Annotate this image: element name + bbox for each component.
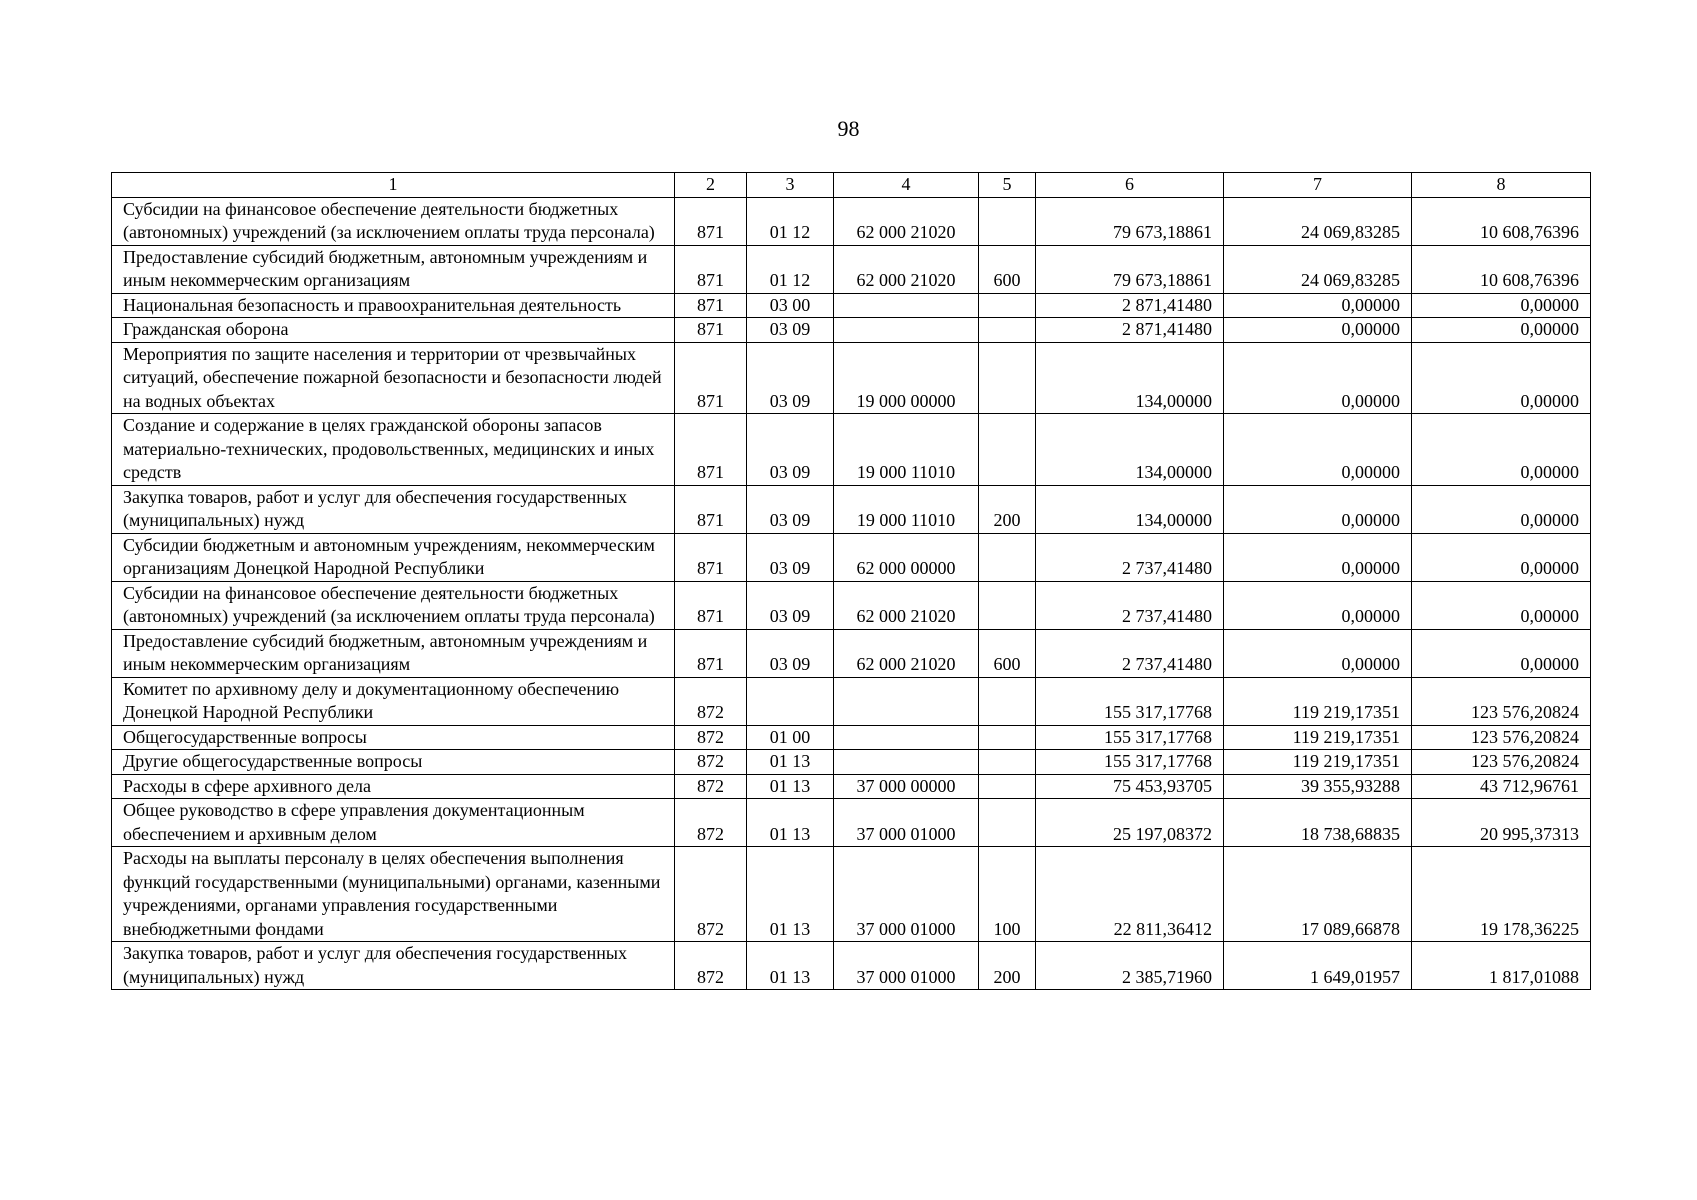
row-name-cell: Другие общегосударственные вопросы [112, 750, 675, 775]
row-name-cell: Общее руководство в сфере управления документационным обеспечением и архивным делом [112, 799, 675, 847]
row-section-cell: 03 09 [747, 318, 834, 343]
row-value-col8-cell: 19 178,36225 [1412, 847, 1591, 942]
table-row [112, 942, 1591, 990]
table-row [112, 725, 1591, 750]
row-article-cell: 62 000 21020 [834, 629, 979, 677]
row-article-cell [834, 725, 979, 750]
row-value-col8-cell: 0,00000 [1412, 629, 1591, 677]
row-value-col7-cell: 119 219,17351 [1224, 677, 1412, 725]
header-cell-7: 7 [1224, 173, 1412, 198]
row-code-cell: 871 [675, 197, 747, 245]
row-value-col6-cell: 155 317,17768 [1036, 750, 1224, 775]
table-header-row [112, 173, 1591, 198]
row-section-cell: 03 09 [747, 629, 834, 677]
row-value-col6-cell: 2 385,71960 [1036, 942, 1224, 990]
row-name-cell: Закупка товаров, работ и услуг для обеспечения государственных (муниципальных) нужд [112, 942, 675, 990]
row-type-cell: 100 [979, 847, 1036, 942]
row-type-cell [979, 799, 1036, 847]
row-type-cell [979, 725, 1036, 750]
row-article-cell: 19 000 00000 [834, 342, 979, 414]
row-code-cell: 871 [675, 245, 747, 293]
row-section-cell: 03 09 [747, 533, 834, 581]
row-code-cell: 871 [675, 533, 747, 581]
row-value-col6-cell: 25 197,08372 [1036, 799, 1224, 847]
row-value-col6-cell: 2 737,41480 [1036, 629, 1224, 677]
row-value-col8-cell: 20 995,37313 [1412, 799, 1591, 847]
row-code-cell: 871 [675, 293, 747, 318]
row-value-col8-cell: 43 712,96761 [1412, 774, 1591, 799]
row-section-cell: 01 12 [747, 197, 834, 245]
row-type-cell: 600 [979, 629, 1036, 677]
row-value-col6-cell: 2 871,41480 [1036, 318, 1224, 343]
table-row [112, 677, 1591, 725]
row-name-cell: Создание и содержание в целях гражданской обороны запасов материально-технических, продовольственных, медицинских и иных средств [112, 414, 675, 486]
row-value-col8-cell: 0,00000 [1412, 581, 1591, 629]
row-article-cell: 37 000 01000 [834, 847, 979, 942]
row-value-col6-cell: 134,00000 [1036, 414, 1224, 486]
row-article-cell [834, 318, 979, 343]
row-code-cell: 872 [675, 774, 747, 799]
row-name-cell: Гражданская оборона [112, 318, 675, 343]
row-name-cell: Предоставление субсидий бюджетным, автономным учреждениям и иным некоммерческим организациям [112, 245, 675, 293]
row-code-cell: 871 [675, 629, 747, 677]
header-cell-6: 6 [1036, 173, 1224, 198]
row-type-cell [979, 318, 1036, 343]
row-name-cell: Расходы на выплаты персоналу в целях обеспечения выполнения функций государственными (муниципальными) органами, казенными учреждениями, органами управления государственными внебюджетными фондами [112, 847, 675, 942]
header-cell-1: 1 [112, 173, 675, 198]
header-cell-8: 8 [1412, 173, 1591, 198]
page-number: 98 [837, 116, 860, 141]
row-name-cell: Расходы в сфере архивного дела [112, 774, 675, 799]
row-type-cell [979, 342, 1036, 414]
row-value-col8-cell: 123 576,20824 [1412, 750, 1591, 775]
row-article-cell: 19 000 11010 [834, 414, 979, 486]
row-type-cell [979, 750, 1036, 775]
row-article-cell: 62 000 21020 [834, 245, 979, 293]
row-name-cell: Закупка товаров, работ и услуг для обеспечения государственных (муниципальных) нужд [112, 485, 675, 533]
row-section-cell: 01 13 [747, 847, 834, 942]
row-section-cell: 03 09 [747, 414, 834, 486]
header-cell-5: 5 [979, 173, 1036, 198]
row-value-col7-cell: 0,00000 [1224, 485, 1412, 533]
row-article-cell: 62 000 00000 [834, 533, 979, 581]
row-section-cell: 03 00 [747, 293, 834, 318]
row-value-col6-cell: 155 317,17768 [1036, 725, 1224, 750]
table-row [112, 342, 1591, 414]
row-value-col7-cell: 17 089,66878 [1224, 847, 1412, 942]
row-code-cell: 871 [675, 318, 747, 343]
row-value-col6-cell: 134,00000 [1036, 342, 1224, 414]
row-article-cell: 19 000 11010 [834, 485, 979, 533]
row-value-col6-cell: 75 453,93705 [1036, 774, 1224, 799]
row-code-cell: 871 [675, 414, 747, 486]
budget-table [111, 172, 1591, 990]
row-type-cell [979, 677, 1036, 725]
row-name-cell: Субсидии на финансовое обеспечение деятельности бюджетных (автономных) учреждений (за исключением оплаты труда персонала) [112, 197, 675, 245]
table-row [112, 485, 1591, 533]
row-type-cell [979, 533, 1036, 581]
row-value-col6-cell: 22 811,36412 [1036, 847, 1224, 942]
row-section-cell: 01 12 [747, 245, 834, 293]
row-value-col7-cell: 0,00000 [1224, 581, 1412, 629]
row-code-cell: 872 [675, 750, 747, 775]
table-row [112, 293, 1591, 318]
table-row [112, 629, 1591, 677]
row-value-col6-cell: 2 737,41480 [1036, 533, 1224, 581]
row-name-cell: Общегосударственные вопросы [112, 725, 675, 750]
row-value-col7-cell: 0,00000 [1224, 318, 1412, 343]
row-section-cell: 01 00 [747, 725, 834, 750]
row-value-col7-cell: 39 355,93288 [1224, 774, 1412, 799]
row-value-col7-cell: 24 069,83285 [1224, 245, 1412, 293]
row-type-cell [979, 581, 1036, 629]
table-row [112, 581, 1591, 629]
row-name-cell: Мероприятия по защите населения и территории от чрезвычайных ситуаций, обеспечение пожарной безопасности и безопасности людей на водных объектах [112, 342, 675, 414]
row-section-cell: 03 09 [747, 342, 834, 414]
row-type-cell: 200 [979, 485, 1036, 533]
row-code-cell: 871 [675, 485, 747, 533]
row-name-cell: Предоставление субсидий бюджетным, автономным учреждениям и иным некоммерческим организациям [112, 629, 675, 677]
row-section-cell [747, 677, 834, 725]
row-value-col8-cell: 123 576,20824 [1412, 725, 1591, 750]
row-type-cell [979, 197, 1036, 245]
row-value-col8-cell: 10 608,76396 [1412, 197, 1591, 245]
row-value-col7-cell: 0,00000 [1224, 629, 1412, 677]
row-code-cell: 872 [675, 725, 747, 750]
row-article-cell: 62 000 21020 [834, 581, 979, 629]
row-value-col8-cell: 123 576,20824 [1412, 677, 1591, 725]
row-value-col6-cell: 79 673,18861 [1036, 245, 1224, 293]
row-type-cell [979, 414, 1036, 486]
table-row [112, 750, 1591, 775]
row-value-col7-cell: 0,00000 [1224, 414, 1412, 486]
row-value-col8-cell: 0,00000 [1412, 485, 1591, 533]
row-section-cell: 03 09 [747, 485, 834, 533]
row-code-cell: 872 [675, 677, 747, 725]
row-value-col8-cell: 10 608,76396 [1412, 245, 1591, 293]
row-section-cell: 01 13 [747, 799, 834, 847]
row-value-col8-cell: 1 817,01088 [1412, 942, 1591, 990]
row-value-col7-cell: 0,00000 [1224, 342, 1412, 414]
row-value-col7-cell: 0,00000 [1224, 533, 1412, 581]
table-row [112, 799, 1591, 847]
row-type-cell: 600 [979, 245, 1036, 293]
row-article-cell [834, 293, 979, 318]
row-value-col7-cell: 1 649,01957 [1224, 942, 1412, 990]
row-name-cell: Национальная безопасность и правоохранительная деятельность [112, 293, 675, 318]
header-cell-4: 4 [834, 173, 979, 198]
header-cell-3: 3 [747, 173, 834, 198]
row-value-col8-cell: 0,00000 [1412, 342, 1591, 414]
table-row [112, 774, 1591, 799]
row-type-cell [979, 293, 1036, 318]
row-value-col6-cell: 2 871,41480 [1036, 293, 1224, 318]
row-article-cell: 37 000 01000 [834, 942, 979, 990]
row-article-cell: 37 000 01000 [834, 799, 979, 847]
row-name-cell: Субсидии на финансовое обеспечение деятельности бюджетных (автономных) учреждений (за исключением оплаты труда персонала) [112, 581, 675, 629]
row-code-cell: 872 [675, 799, 747, 847]
row-article-cell: 37 000 00000 [834, 774, 979, 799]
row-value-col7-cell: 0,00000 [1224, 293, 1412, 318]
table-row [112, 197, 1591, 245]
row-value-col6-cell: 134,00000 [1036, 485, 1224, 533]
row-name-cell: Субсидии бюджетным и автономным учреждениям, некоммерческим организациям Донецкой Народной Республики [112, 533, 675, 581]
row-code-cell: 872 [675, 847, 747, 942]
row-value-col7-cell: 119 219,17351 [1224, 725, 1412, 750]
table-row [112, 414, 1591, 486]
row-article-cell [834, 677, 979, 725]
row-value-col6-cell: 155 317,17768 [1036, 677, 1224, 725]
row-type-cell [979, 774, 1036, 799]
row-code-cell: 872 [675, 942, 747, 990]
row-code-cell: 871 [675, 342, 747, 414]
row-value-col7-cell: 119 219,17351 [1224, 750, 1412, 775]
row-value-col8-cell: 0,00000 [1412, 414, 1591, 486]
table-row [112, 533, 1591, 581]
row-type-cell: 200 [979, 942, 1036, 990]
row-section-cell: 01 13 [747, 942, 834, 990]
row-value-col6-cell: 2 737,41480 [1036, 581, 1224, 629]
row-value-col6-cell: 79 673,18861 [1036, 197, 1224, 245]
row-value-col7-cell: 18 738,68835 [1224, 799, 1412, 847]
header-cell-2: 2 [675, 173, 747, 198]
table-row [112, 318, 1591, 343]
table-row [112, 245, 1591, 293]
row-section-cell: 03 09 [747, 581, 834, 629]
row-value-col8-cell: 0,00000 [1412, 318, 1591, 343]
table-row [112, 847, 1591, 942]
row-section-cell: 01 13 [747, 774, 834, 799]
row-article-cell [834, 750, 979, 775]
row-value-col7-cell: 24 069,83285 [1224, 197, 1412, 245]
row-code-cell: 871 [675, 581, 747, 629]
row-article-cell: 62 000 21020 [834, 197, 979, 245]
row-value-col8-cell: 0,00000 [1412, 293, 1591, 318]
row-name-cell: Комитет по архивному делу и документационному обеспечению Донецкой Народной Республики [112, 677, 675, 725]
row-value-col8-cell: 0,00000 [1412, 533, 1591, 581]
row-section-cell: 01 13 [747, 750, 834, 775]
